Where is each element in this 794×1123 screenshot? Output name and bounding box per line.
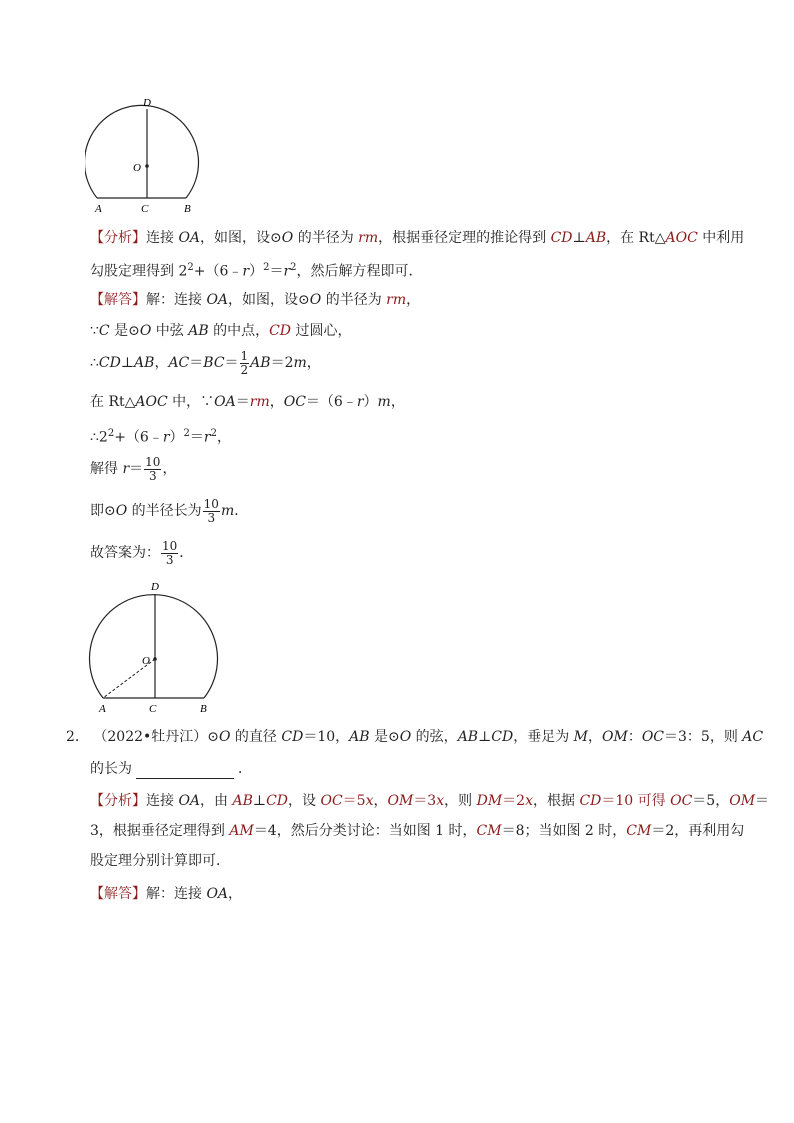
math-text: 故答案为：	[90, 545, 160, 561]
math-text: AB	[250, 355, 271, 371]
math-text: ，由	[200, 793, 233, 809]
math-text: CD	[266, 793, 289, 809]
math-text: 1	[240, 348, 249, 363]
answer-line-2	[90, 321, 351, 341]
math-text: ，设	[288, 793, 321, 809]
math-text: ＝8；当如图 2 时，	[501, 823, 627, 839]
math-text: C	[98, 323, 110, 339]
answer-line-3	[90, 348, 321, 378]
math-text: 的长为	[90, 761, 132, 777]
math-text: r	[122, 461, 130, 477]
math-text: rm	[386, 292, 407, 308]
math-text: OC	[641, 729, 665, 745]
math-text: 解：连接	[146, 292, 207, 308]
math-text: r	[356, 394, 364, 410]
math-text: 是⊙	[369, 729, 400, 745]
label-o: O	[133, 162, 141, 174]
circle-arc	[89, 595, 217, 698]
answer-line-5	[90, 424, 231, 448]
math-text: ⊥	[478, 729, 492, 745]
label-c: C	[141, 203, 149, 215]
math-text: AB	[134, 355, 155, 371]
math-text: ，	[390, 394, 405, 410]
math-text: 连接	[146, 793, 179, 809]
math-text: 中弦	[151, 323, 189, 339]
label-a: A	[95, 203, 102, 215]
math-text: ）	[363, 394, 378, 410]
math-text: ，则	[444, 793, 477, 809]
math-text: AB	[232, 793, 253, 809]
math-text: OA	[214, 394, 236, 410]
fraction-ten-thirds	[144, 456, 161, 483]
math-text: 2	[210, 428, 217, 439]
math-text: ．	[179, 545, 194, 561]
answer-line-6	[90, 452, 176, 486]
math-text: OA	[206, 886, 229, 902]
label-a: A	[99, 703, 106, 715]
math-text: CD	[269, 323, 292, 339]
math-text: 3	[207, 510, 216, 525]
fraction-half	[240, 350, 250, 377]
math-text: ，垂足为	[513, 729, 574, 745]
math-text: ，如图，设⊙	[228, 292, 310, 308]
label-b: B	[200, 703, 207, 715]
label-o: O	[142, 655, 150, 667]
math-text: x	[525, 793, 533, 809]
math-text: 即⊙	[90, 503, 116, 519]
p2-analysis-line-3	[90, 851, 230, 871]
math-text: CD	[98, 355, 121, 371]
math-text: ＝3	[413, 793, 437, 809]
math-text: ：	[627, 729, 642, 745]
math-text: OA	[178, 793, 201, 809]
math-text: ＝	[269, 263, 284, 280]
math-text: OC	[670, 793, 693, 809]
math-text: ，	[373, 793, 388, 809]
math-text: 连接	[146, 230, 179, 246]
math-text: OC	[283, 394, 306, 410]
math-text: 过圆心，	[291, 323, 352, 339]
math-text: 2	[290, 262, 297, 273]
math-text: 2	[107, 428, 115, 439]
math-text: ＝2	[502, 793, 526, 809]
math-text: ＝（6﹣	[305, 394, 357, 410]
question-2-line-1	[66, 727, 763, 747]
math-text: 2	[263, 262, 270, 273]
p2-answer-line-1	[90, 884, 242, 904]
analysis-line-2	[90, 258, 423, 282]
math-text: ＝10，	[303, 729, 350, 745]
math-text: M	[573, 729, 588, 745]
math-text: ＝	[755, 793, 770, 809]
answer-tag: 【解答】	[90, 886, 146, 902]
math-text: OC	[320, 793, 343, 809]
math-text: AB	[585, 230, 607, 246]
math-text: O	[139, 323, 152, 339]
math-text: +（6﹣	[114, 429, 163, 446]
math-text: O	[281, 230, 294, 246]
math-text: OA	[178, 230, 201, 246]
math-text: +（6﹣	[193, 263, 243, 280]
math-text: ，	[269, 394, 284, 410]
math-text: rm	[249, 394, 270, 410]
math-text: OM	[602, 729, 628, 745]
math-text: ）	[169, 429, 184, 446]
math-text: ＝5	[342, 793, 366, 809]
math-text: ，在 Rt△	[606, 230, 666, 246]
math-text: ，	[406, 292, 421, 308]
math-text: 在 Rt△	[90, 394, 136, 410]
answer-tag: 【解答】	[90, 292, 146, 308]
math-text: AM	[229, 823, 254, 839]
analysis-tag: 【分析】	[90, 793, 146, 809]
math-text: 3	[148, 468, 157, 483]
answer-line-8	[90, 536, 193, 570]
math-text: CD	[281, 729, 304, 745]
math-text: AB	[188, 323, 209, 339]
math-text: m	[293, 355, 307, 371]
math-text: ，	[217, 429, 231, 446]
math-text: CD	[550, 230, 573, 246]
math-text: AC	[168, 355, 190, 371]
math-text: 3，根据垂径定理得到	[90, 823, 230, 839]
math-text: O	[219, 729, 231, 745]
math-text: 的半径长为	[127, 503, 202, 519]
math-text: 解得	[90, 461, 123, 477]
math-text: 中利用	[697, 230, 745, 246]
math-text: ∴	[90, 355, 99, 371]
math-text: AB	[349, 729, 370, 745]
label-c: C	[149, 703, 157, 715]
answer-blank	[136, 764, 234, 779]
analysis-line-1	[90, 228, 744, 248]
math-text: ，	[306, 355, 321, 371]
math-text: ，如图，设⊙	[200, 230, 282, 246]
math-text: ，然后解方程即可．	[296, 263, 423, 280]
math-text: 10	[203, 496, 219, 511]
math-text: ＝	[189, 355, 204, 371]
answer-line-7	[90, 494, 248, 528]
fraction-ten-thirds	[203, 498, 220, 525]
math-text: 的中点，	[208, 323, 270, 339]
answer-line-4	[90, 392, 405, 412]
circle-figure-1	[85, 95, 215, 220]
math-text: ，	[154, 355, 169, 371]
math-text: ．	[238, 761, 252, 777]
math-text: ＝4，然后分类讨论：当如图 1 时，	[253, 823, 477, 839]
math-text: ＝3：5，则	[664, 729, 743, 745]
math-text: CD	[579, 793, 602, 809]
math-text: ＝	[129, 461, 144, 477]
fraction-ten-thirds	[161, 540, 178, 567]
p2-analysis-line-1	[90, 791, 769, 811]
math-text: x	[436, 793, 445, 809]
math-text: OM	[387, 793, 414, 809]
math-text: ⊥	[572, 230, 586, 246]
math-text: r	[203, 429, 211, 446]
label-b: B	[184, 203, 191, 215]
math-text: （2022•牡丹江）⊙	[93, 729, 219, 745]
math-text: ＝	[235, 394, 250, 410]
math-text: 股定理分别计算即可．	[90, 853, 230, 869]
math-text: OA	[206, 292, 229, 308]
math-text: ，	[162, 461, 177, 477]
math-text: r	[283, 263, 291, 280]
math-text: 解：连接	[146, 886, 207, 902]
math-text: 中，∵	[167, 394, 215, 410]
math-text: 10	[162, 538, 178, 553]
math-text: ＝2	[270, 355, 294, 371]
math-text: ＝10 可得	[601, 793, 671, 809]
math-text: 3	[165, 552, 174, 567]
circle-arc	[85, 105, 199, 198]
math-text: CM	[476, 823, 502, 839]
math-text: r	[162, 429, 170, 446]
math-text: 的弦，	[411, 729, 458, 745]
math-text: 2	[187, 262, 194, 273]
math-text: 2	[183, 428, 190, 439]
math-text: ⊥	[252, 793, 267, 809]
math-text: ，根据垂径定理的推论得到	[378, 230, 551, 246]
math-text: ∴2	[90, 429, 108, 446]
math-text: O	[309, 292, 322, 308]
math-text: AOC	[665, 230, 698, 246]
math-text: rm	[358, 230, 379, 246]
question-2-line-2	[90, 759, 252, 779]
math-text: ，根据	[532, 793, 580, 809]
math-text: r	[242, 263, 250, 280]
math-text: ∵	[90, 323, 99, 339]
math-text: 2	[240, 362, 249, 377]
math-text: ，	[228, 886, 243, 902]
math-text: O	[115, 503, 128, 519]
math-text: ＝	[224, 355, 239, 371]
math-text: ．	[234, 503, 249, 519]
math-text: ＝2，再利用勾	[651, 823, 745, 839]
math-text: BC	[203, 355, 225, 371]
math-text: ）	[249, 263, 264, 280]
analysis-tag: 【分析】	[90, 230, 146, 246]
math-text: 的半径为	[293, 230, 359, 246]
label-d: D	[151, 581, 159, 593]
math-text: CD	[491, 729, 514, 745]
answer-line-1	[90, 290, 420, 310]
math-text: m	[377, 394, 391, 410]
math-text: OM	[729, 793, 756, 809]
math-text: CM	[626, 823, 652, 839]
math-text: DM	[476, 793, 503, 809]
math-text: AB	[457, 729, 479, 745]
center-point	[145, 164, 149, 168]
math-text: x	[365, 793, 374, 809]
math-text: ＝5，	[692, 793, 730, 809]
math-text: 的直径	[230, 729, 282, 745]
math-text: O	[399, 729, 412, 745]
math-text: ⊥	[120, 355, 135, 371]
math-text: m	[220, 503, 235, 519]
center-point	[153, 657, 157, 661]
math-text: AC	[742, 729, 764, 745]
math-text: 10	[145, 454, 161, 469]
math-text: 勾股定理得到 2	[90, 263, 188, 280]
math-text: ＝	[189, 429, 204, 446]
math-text: AOC	[135, 394, 168, 410]
math-text: 的半径为	[321, 292, 387, 308]
math-text: 是⊙	[109, 323, 140, 339]
math-text: ，	[588, 729, 602, 745]
label-d: D	[143, 97, 151, 109]
question-number: 2．	[66, 729, 89, 745]
circle-figure-2	[88, 575, 228, 715]
p2-analysis-line-2	[90, 821, 744, 841]
